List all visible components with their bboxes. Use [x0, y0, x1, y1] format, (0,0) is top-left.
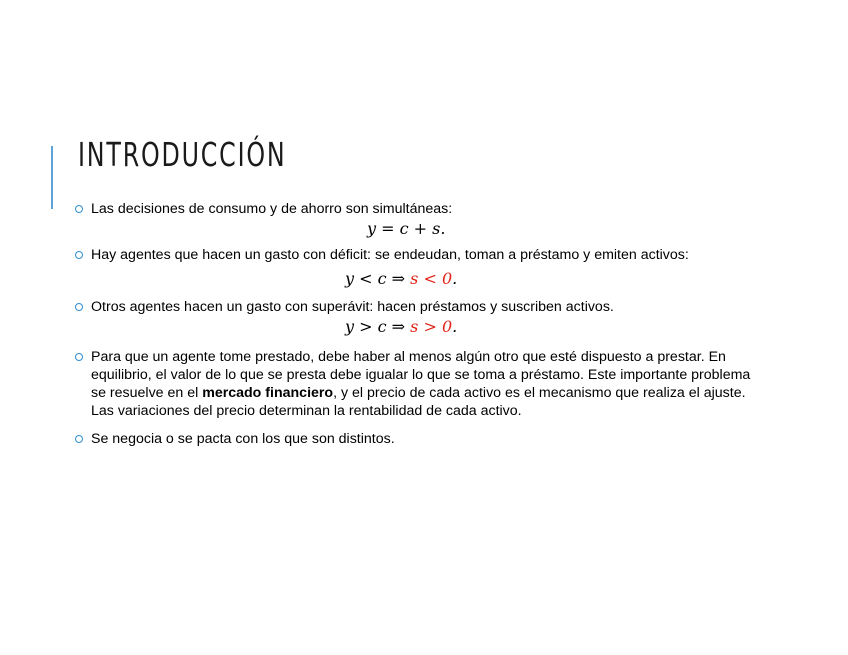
bullet-item-3: [74, 298, 764, 338]
equation-end: .: [452, 317, 458, 336]
equation-end: .: [452, 269, 458, 288]
bullet-text: Las decisiones de consumo y de ahorro son simultáneas:: [91, 201, 453, 217]
bullet-item-5: [74, 430, 764, 448]
bullet-text: Hay agentes que hacen un gasto con déficit: se endeudan, toman a préstamo y emiten activos:: [91, 247, 689, 263]
equation: [367, 218, 848, 240]
bullet-item-2: [74, 246, 764, 290]
bullet-text: [91, 348, 764, 420]
equation: [345, 316, 848, 338]
equation-highlight: s < 0: [410, 269, 453, 288]
bullet-circle-icon: [75, 303, 83, 311]
bullet-circle-icon: [75, 205, 83, 213]
equation-highlight: s > 0: [410, 317, 453, 336]
bullet-item-1: [74, 200, 764, 240]
equation-main: y > c ⇒: [345, 317, 411, 336]
bullet-text: Se negocia o se pacta con los que son distintos.: [91, 431, 395, 447]
slide-title: INTRODUCCIÓN: [78, 135, 287, 174]
title-accent-bar: [51, 146, 53, 209]
bullet-circle-icon: [75, 251, 83, 259]
text-bold-term: mercado financiero: [202, 385, 334, 401]
text-after: , y el precio de cada activo es el mecanismo que realiza el ajuste. Las variaciones del precio determinan la rentabilidad de cada activo.: [91, 385, 746, 419]
bullet-circle-icon: [75, 353, 83, 361]
slide-content: [74, 200, 764, 448]
equation: [345, 268, 848, 290]
equation-main: y = c + s.: [367, 219, 446, 238]
bullet-text: Otros agentes hacen un gasto con superávit: hacen préstamos y suscriben activos.: [91, 299, 614, 315]
text-before: Para que un agente tome prestado, debe haber al menos algún otro que esté dispuesto a prestar. En equilibrio, el valor de lo que se presta debe igualar lo que se toma a préstamo. Este importante problema se resuelve en el: [91, 349, 751, 401]
bullet-circle-icon: [75, 435, 83, 443]
bullet-item-4: [74, 348, 764, 420]
equation-main: y < c ⇒: [345, 269, 411, 288]
